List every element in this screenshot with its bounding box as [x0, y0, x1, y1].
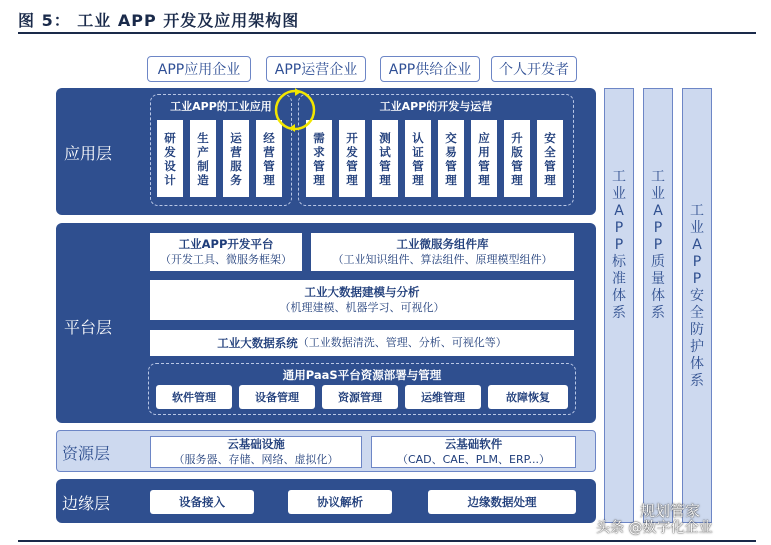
figure-title: 图 5： 工业 APP 开发及应用架构图: [18, 11, 300, 30]
side-quality-system: 工 业 A P P 质 量 体 系: [643, 88, 673, 523]
bigdata-modeling-title: 工业大数据建模与分析: [304, 285, 420, 299]
use-item-rd: 研 发 设 计: [157, 120, 183, 197]
cloud-software-box: [371, 436, 576, 468]
actor-app-operator: APP运营企业: [266, 56, 366, 82]
dev-platform-box: [150, 233, 302, 271]
cloud-software-sub: （CAD、CAE、PLM、ERP...）: [396, 453, 551, 466]
edge-item-protocol: 协议解析: [288, 490, 392, 514]
paas-item-ops: 运维管理: [405, 385, 481, 409]
microservice-lib-sub: （工业知识组件、算法组件、原理模型组件）: [332, 253, 553, 266]
cloud-infra-title: 云基础设施: [227, 437, 285, 451]
microservice-lib-box: [311, 233, 574, 271]
ops-item-development: 开 发 管 理: [339, 120, 365, 197]
dev-platform-title: 工业APP开发平台: [178, 237, 274, 251]
paas-item-device: 设备管理: [239, 385, 315, 409]
edge-item-data-processing: 边缘数据处理: [428, 490, 576, 514]
ops-item-security: 安 全 管 理: [537, 120, 563, 197]
use-item-management: 经 营 管 理: [256, 120, 282, 197]
app-dev-ops-title: 工业APP的开发与运营: [379, 100, 493, 113]
paas-item-resource: 资源管理: [322, 385, 398, 409]
edge-layer-label: 边缘层: [62, 494, 111, 513]
watermark-text: 头条 @数字化企业: [596, 520, 713, 536]
cloud-infra-box: [150, 436, 362, 468]
title-rule: [18, 32, 756, 34]
paas-title: 通用PaaS平台资源部署与管理: [282, 368, 442, 382]
bigdata-system-title: 工业大数据系统: [217, 336, 298, 350]
application-layer-label: 应用层: [64, 144, 113, 163]
actor-individual-dev: 个人开发者: [491, 56, 577, 82]
side-standard-system: 工 业 A P P 标 准 体 系: [604, 88, 634, 523]
bottom-rule: [18, 540, 756, 542]
bigdata-system-sub: （工业数据清洗、管理、分析、可视化等）: [297, 336, 507, 349]
resource-layer-label: 资源层: [62, 444, 111, 463]
cloud-infra-sub: （服务器、存储、网络、虚拟化）: [173, 453, 339, 466]
use-item-production: 生 产 制 造: [190, 120, 216, 197]
edge-item-device-access: 设备接入: [150, 490, 254, 514]
ops-item-certification: 认 证 管 理: [405, 120, 431, 197]
ops-item-trading: 交 易 管 理: [438, 120, 464, 197]
paas-item-recovery: 故障恢复: [488, 385, 568, 409]
industrial-app-use-title: 工业APP的工业应用: [170, 100, 272, 113]
cloud-software-title: 云基础软件: [444, 437, 503, 451]
ops-item-testing: 测 试 管 理: [372, 120, 398, 197]
actor-app-user: APP应用企业: [147, 56, 251, 82]
platform-layer-label: 平台层: [64, 318, 113, 337]
bigdata-modeling-box: [150, 280, 574, 320]
cycle-ring-icon: [270, 86, 320, 134]
dev-platform-sub: （开发工具、微服务框架）: [160, 253, 292, 266]
side-security-system: 工 业 A P P 安 全 防 护 体 系: [682, 88, 712, 523]
actor-app-supplier: APP供给企业: [380, 56, 480, 82]
ops-item-upgrade: 升 版 管 理: [504, 120, 530, 197]
bigdata-modeling-sub: （机理建模、机器学习、可视化）: [279, 301, 445, 314]
paas-item-software: 软件管理: [156, 385, 232, 409]
watermark-brand: 规划管家: [640, 502, 701, 520]
use-item-operation: 运 营 服 务: [223, 120, 249, 197]
microservice-lib-title: 工业微服务组件库: [396, 237, 489, 251]
ops-item-application: 应 用 管 理: [471, 120, 497, 197]
bigdata-system-box: [150, 330, 574, 356]
ops-item-requirements: 需 求 管 理: [306, 120, 332, 197]
